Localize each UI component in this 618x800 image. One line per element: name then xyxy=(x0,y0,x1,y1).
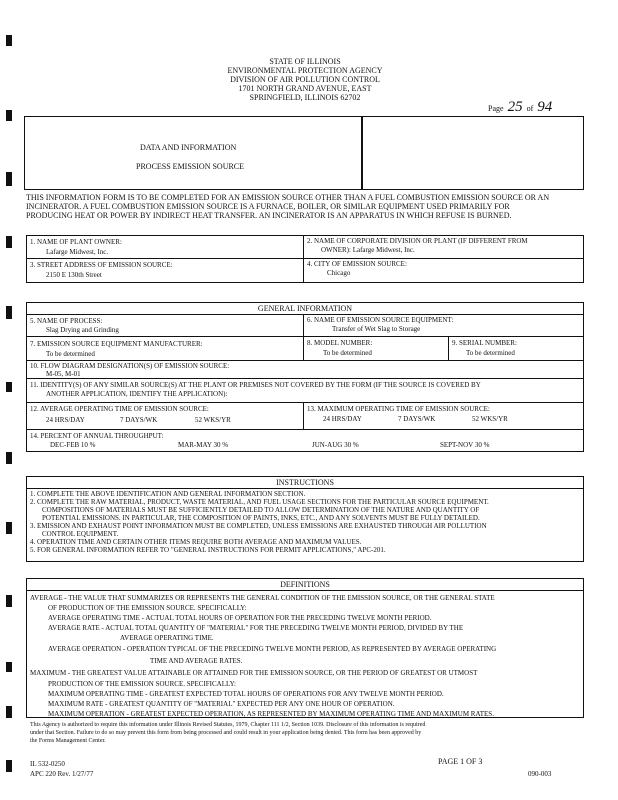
city-label: 4. CITY OF EMISSION SOURCE: xyxy=(307,260,407,268)
form-revision: APC 220 Rev. 1/27/77 xyxy=(30,770,94,778)
form-id: IL 532-0250 xyxy=(30,760,65,768)
form-title-line1: DATA AND INFORMATION xyxy=(140,143,237,152)
binding-mark xyxy=(6,662,12,672)
definitions-heading: DEFINITIONS xyxy=(280,580,330,589)
binding-mark xyxy=(6,522,12,534)
street-address-value[interactable]: 2150 E 130th Street xyxy=(46,271,102,279)
binding-mark xyxy=(6,110,12,121)
definition-line: MAXIMUM RATE - GREATEST QUANTITY OF "MATERIAL" EXPECTED PER ANY ONE HOUR OF OPERATION. xyxy=(48,700,395,708)
average-days-wk[interactable]: 7 DAYS/WK xyxy=(120,416,158,424)
instruction-item: CONTROL EQUIPMENT. xyxy=(42,530,119,538)
header-line: DIVISION OF AIR POLLUTION CONTROL xyxy=(230,75,380,84)
authority-note-line: This Agency is authorized to require this information under Illinois Revised Statutes, 1979, Chapter 111 1/2, Section 1039. Disclosure of this information is required xyxy=(30,722,426,728)
definition-line: AVERAGE RATE - ACTUAL TOTAL QUANTITY OF "MATERIAL" FOR THE PRECEDING TWELVE MONTH PERIOD, DIVIDED BY THE xyxy=(48,624,464,632)
definition-line: OF PRODUCTION OF THE EMISSION SOURCE. SPECIFICALLY: xyxy=(48,604,247,612)
serial-number-label: 9. SERIAL NUMBER: xyxy=(452,339,517,347)
header-line: SPRINGFIELD, ILLINOIS 62702 xyxy=(249,93,361,102)
maximum-days-wk[interactable]: 7 DAYS/WK xyxy=(398,415,436,423)
binding-mark xyxy=(6,236,12,248)
flow-diagram-label: 10. FLOW DIAGRAM DESIGNATION(S) OF EMISSION SOURCE: xyxy=(30,362,230,370)
process-name-label: 5. NAME OF PROCESS: xyxy=(30,317,103,325)
definition-line: AVERAGE OPERATING TIME - ACTUAL TOTAL HOURS OF OPERATION FOR THE PRECEDING TWELVE MONTH PERIOD. xyxy=(48,614,432,622)
definition-line: AVERAGE - THE VALUE THAT SUMMARIZES OR REPRESENTS THE GENERAL CONDITION OF THE EMISSION SOURCE, OR THE GENERAL STATE xyxy=(30,594,495,602)
instruction-item: 1. COMPLETE THE ABOVE IDENTIFICATION AND GENERAL INFORMATION SECTION. xyxy=(30,490,306,498)
instruction-item: 2. COMPLETE THE RAW MATERIAL, PRODUCT, WASTE MATERIAL, AND FUEL USAGE SECTIONS FOR THE PARTICULAR SOURCE EQUIPMENT. xyxy=(30,498,489,506)
throughput-mar-may[interactable]: MAR-MAY 30 % xyxy=(178,441,229,449)
definition-line: MAXIMUM OPERATING TIME - GREATEST EXPECTED TOTAL HOURS OF OPERATIONS FOR ANY TWELVE MONTH PERIOD. xyxy=(48,690,444,698)
instructions-list xyxy=(30,490,489,554)
instructions-heading: INSTRUCTIONS xyxy=(276,478,334,487)
instruction-item: POTENTIAL EMISSIONS. IN PARTICULAR, THE COMPOSITION OF PAINTS, INKS, ETC., AND ANY SOLVENTS MUST BE FULLY DETAILED. xyxy=(42,514,480,522)
title-box xyxy=(24,116,362,190)
definition-line: AVERAGE OPERATING TIME. xyxy=(120,634,214,642)
throughput-jun-aug[interactable]: JUN-AUG 30 % xyxy=(312,441,359,449)
authority-note xyxy=(30,721,425,745)
binding-mark xyxy=(6,35,12,46)
page-label: Page xyxy=(488,104,504,113)
flow-diagram-value[interactable]: M-05, M-01 xyxy=(46,370,81,378)
owner-name-label: 1. NAME OF PLANT OWNER: xyxy=(30,238,122,246)
binding-mark xyxy=(6,382,12,392)
street-address-label: 3. STREET ADDRESS OF EMISSION SOURCE: xyxy=(30,261,173,269)
authority-note-line: under that Section. Failure to do so may prevent this form from being processed and could result in your application being denied. This form has been approved by xyxy=(30,730,422,736)
notice-line: PRODUCING HEAT OR POWER BY INDIRECT HEAT TRANSFER. AN INCINERATOR IS AN APPARATUS IN WHICH REFUSE IS BURNED. xyxy=(26,211,512,220)
serial-number-value[interactable]: To be determined xyxy=(466,349,515,357)
throughput-dec-feb[interactable]: DEC-FEB 10 % xyxy=(50,441,96,449)
page-of: of xyxy=(526,104,534,113)
maximum-wks-yr[interactable]: 52 WKS/YR xyxy=(472,415,508,423)
binding-mark xyxy=(6,172,12,186)
city-value[interactable]: Chicago xyxy=(327,269,351,277)
agency-header xyxy=(180,57,430,102)
average-wks-yr[interactable]: 52 WKS/YR xyxy=(195,416,231,424)
instruction-item: 3. EMISSION AND EXHAUST POINT INFORMATION MUST BE COMPLETED, UNLESS EMISSIONS ARE EXHAUSTED THROUGH AIR POLLUTION xyxy=(30,522,487,530)
header-line: ENVIRONMENTAL PROTECTION AGENCY xyxy=(227,66,383,75)
definition-line: PRODUCTION OF THE EMISSION SOURCE. SPECIFICALLY: xyxy=(48,680,236,688)
authority-note-line: the Forms Management Center. xyxy=(30,738,106,744)
footer-page-number: PAGE 1 OF 3 xyxy=(438,757,483,766)
division-name-value[interactable]: OWNER): Lafarge Midwest, Inc. xyxy=(321,246,415,254)
notice-line: THIS INFORMATION FORM IS TO BE COMPLETED FOR AN EMISSION SOURCE OTHER THAN A FUEL COMBUSTION EMISSION SOURCE OR AN xyxy=(26,193,550,202)
manufacturer-label: 7. EMISSION SOURCE EQUIPMENT MANUFACTURER: xyxy=(30,340,203,348)
header-line: STATE OF ILLINOIS xyxy=(269,57,341,66)
binding-mark xyxy=(6,706,12,718)
definition-line: AVERAGE OPERATION - OPERATION TYPICAL OF THE PRECEDING TWELVE MONTH PERIOD, AS REPRESENTED BY AVERAGE OPERATING xyxy=(48,645,497,653)
page-total: 94 xyxy=(537,99,553,115)
similar-sources-label-2: ANOTHER APPLICATION, IDENTIFY THE APPLICATION): xyxy=(46,390,228,398)
division-name-label: 2. NAME OF CORPORATE DIVISION OR PLANT (IF DIFFERENT FROM xyxy=(307,237,528,245)
page-number: 25 xyxy=(507,99,523,115)
instruction-item: COMPOSITIONS OF MATERIALS MUST BE SUFFICIENTLY DETAILED TO ALLOW DETERMINATION OF THE NATURE AND QUANTITY OF xyxy=(42,506,480,514)
agency-use-box xyxy=(362,116,584,190)
binding-mark xyxy=(6,452,12,464)
definition-line: MAXIMUM - THE GREATEST VALUE ATTAINABLE OR ATTAINED FOR THE EMISSION SOURCE, OR THE PERIOD OF GREATEST OR UTMOST xyxy=(30,669,478,677)
page-counter xyxy=(488,98,552,116)
equipment-name-label: 6. NAME OF EMISSION SOURCE EQUIPMENT: xyxy=(307,316,454,324)
similar-sources-label: 11. IDENTITY(S) OF ANY SIMILAR SOURCE(S) AT THE PLANT OR PREMISES NOT COVERED BY THE FORM (IF THE SOURCE IS COVERED BY xyxy=(30,381,481,389)
equipment-name-value[interactable]: Transfer of Wet Slag to Storage xyxy=(332,325,421,333)
definitions-list xyxy=(30,593,496,719)
definition-line: TIME AND AVERAGE RATES. xyxy=(150,657,243,665)
throughput-label: 14. PERCENT OF ANNUAL THROUGHPUT: xyxy=(30,432,164,440)
maximum-time-label: 13. MAXIMUM OPERATING TIME OF EMISSION SOURCE: xyxy=(307,405,490,413)
throughput-sep-nov[interactable]: SEPT-NOV 30 % xyxy=(440,441,490,449)
binding-mark xyxy=(6,760,12,772)
form-title-line2: PROCESS EMISSION SOURCE xyxy=(136,162,245,171)
notice xyxy=(26,193,549,220)
instruction-item: 4. OPERATION TIME AND CERTAIN OTHER ITEMS REQUIRE BOTH AVERAGE AND MAXIMUM VALUES. xyxy=(30,538,362,546)
average-time-label: 12. AVERAGE OPERATING TIME OF EMISSION SOURCE: xyxy=(30,405,209,413)
average-hrs-day[interactable]: 24 HRS/DAY xyxy=(46,416,85,424)
definition-line: MAXIMUM OPERATION - GREATEST EXPECTED OPERATION, AS REPRESENTED BY MAXIMUM OPERATING TIME AND MAXIMUM RATES. xyxy=(48,710,494,718)
binding-mark xyxy=(6,595,12,607)
model-number-label: 8. MODEL NUMBER: xyxy=(307,339,373,347)
owner-name-value[interactable]: Lafarge Midwest, Inc. xyxy=(46,248,109,256)
binding-mark xyxy=(6,306,12,319)
header-line: 1701 NORTH GRAND AVENUE, EAST xyxy=(238,84,372,93)
manufacturer-value[interactable]: To be determined xyxy=(46,350,95,358)
model-number-value[interactable]: To be determined xyxy=(323,349,372,357)
footer-code: 090-003 xyxy=(528,770,552,778)
process-name-value[interactable]: Slag Drying and Grinding xyxy=(46,326,119,334)
instruction-item: 5. FOR GENERAL INFORMATION REFER TO "GENERAL INSTRUCTIONS FOR PERMIT APPLICATIONS," APC-201. xyxy=(30,546,386,554)
maximum-hrs-day[interactable]: 24 HRS/DAY xyxy=(323,415,362,423)
general-information-heading: GENERAL INFORMATION xyxy=(257,304,353,313)
notice-line: INCINERATOR. A FUEL COMBUSTION EMISSION SOURCE IS A FURNACE, BOILER, OR SIMILAR EQUIPMENT USED PRIMARILY FOR xyxy=(26,202,510,211)
